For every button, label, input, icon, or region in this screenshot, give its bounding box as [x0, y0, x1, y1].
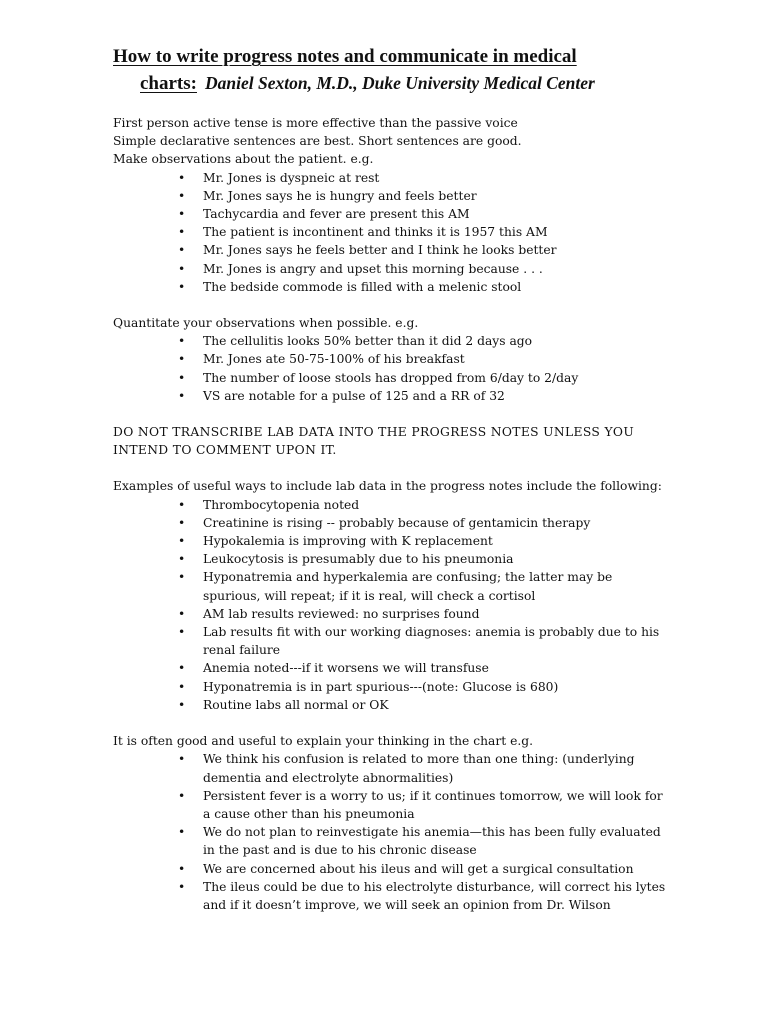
title-line-2: [113, 70, 595, 97]
quantitate-heading: Quantitate your observations when possible. e.g.: [113, 316, 419, 331]
lab-examples-list: [113, 496, 673, 714]
list-item: • Mr. Jones says he is hungry and feels better: [203, 187, 673, 205]
list-item: • We think his confusion is related to more than one thing: (underlying dementia and electrolyte abnormalities): [203, 750, 673, 786]
list-item: • Creatinine is rising -- probably because of gentamicin therapy: [203, 514, 673, 532]
list-item: • AM lab results reviewed: no surprises found: [203, 605, 673, 623]
list-item: • The ileus could be due to his electrolyte disturbance, will correct his lytes and if it doesn’t improve, we will seek an opinion from Dr. Wilson: [203, 878, 673, 914]
list-item: • Hyponatremia is in part spurious---(note: Glucose is 680): [203, 678, 673, 696]
list-item: • The cellulitis looks 50% better than it did 2 days ago: [203, 332, 673, 350]
list-item: • VS are notable for a pulse of 125 and a RR of 32: [203, 387, 673, 405]
observations-list: [113, 169, 673, 296]
intro-line: First person active tense is more effective than the passive voice: [113, 116, 518, 130]
list-item: • We are concerned about his ileus and will get a surgical consultation: [203, 860, 673, 878]
lab-warning: DO NOT TRANSCRIBE LAB DATA INTO THE PROGRESS NOTES UNLESS YOU INTEND TO COMMENT UPON IT.: [113, 425, 635, 458]
list-item: • Mr. Jones says he feels better and I think he looks better: [203, 241, 673, 259]
list-item: • Persistent fever is a worry to us; if it continues tomorrow, we will look for a cause other than his pneumonia: [203, 787, 673, 823]
list-item: • Hypokalemia is improving with K replacement: [203, 532, 673, 550]
intro-line: Make observations about the patient. e.g.: [113, 152, 374, 167]
list-item: • Thrombocytopenia noted: [203, 496, 673, 514]
list-item: • Routine labs all normal or OK: [203, 696, 673, 714]
list-item: • Tachycardia and fever are present this AM: [203, 205, 673, 223]
quantitate-list: [113, 332, 673, 405]
list-item: • Anemia noted---if it worsens we will transfuse: [203, 659, 673, 677]
lab-examples-heading: Examples of useful ways to include lab data in the progress notes include the following:: [113, 479, 662, 494]
list-item: • Mr. Jones is angry and upset this morning because . . .: [203, 260, 673, 278]
list-item: • We do not plan to reinvestigate his anemia—this has been fully evaluated in the past and is due to his chronic disease: [203, 823, 673, 859]
list-item: • Hyponatremia and hyperkalemia are confusing; the latter may be spurious, will repeat; if it is real, will check a cortisol: [203, 568, 673, 604]
intro-line: Simple declarative sentences are best. Short sentences are good.: [113, 134, 522, 149]
title-line-1: How to write progress notes and communicate in medical: [113, 46, 577, 67]
list-item: • The patient is incontinent and thinks it is 1957 this AM: [203, 223, 673, 241]
list-item: • The number of loose stools has dropped from 6/day to 2/day: [203, 369, 673, 387]
list-item: • Leukocytosis is presumably due to his pneumonia: [203, 550, 673, 568]
list-item: • Mr. Jones ate 50-75-100% of his breakfast: [203, 350, 673, 368]
document-title: [113, 44, 595, 97]
title-charts-label: charts:: [140, 73, 197, 94]
list-item: • Mr. Jones is dyspneic at rest: [203, 169, 673, 187]
list-item: • Lab results fit with our working diagnoses: anemia is probably due to his renal failure: [203, 623, 673, 659]
list-item: • The bedside commode is filled with a melenic stool: [203, 278, 673, 296]
document-body: [113, 114, 673, 914]
thinking-heading: It is often good and useful to explain your thinking in the chart e.g.: [113, 734, 534, 749]
thinking-list: [113, 750, 673, 914]
title-author: Daniel Sexton, M.D., Duke University Medical Center: [204, 73, 595, 93]
